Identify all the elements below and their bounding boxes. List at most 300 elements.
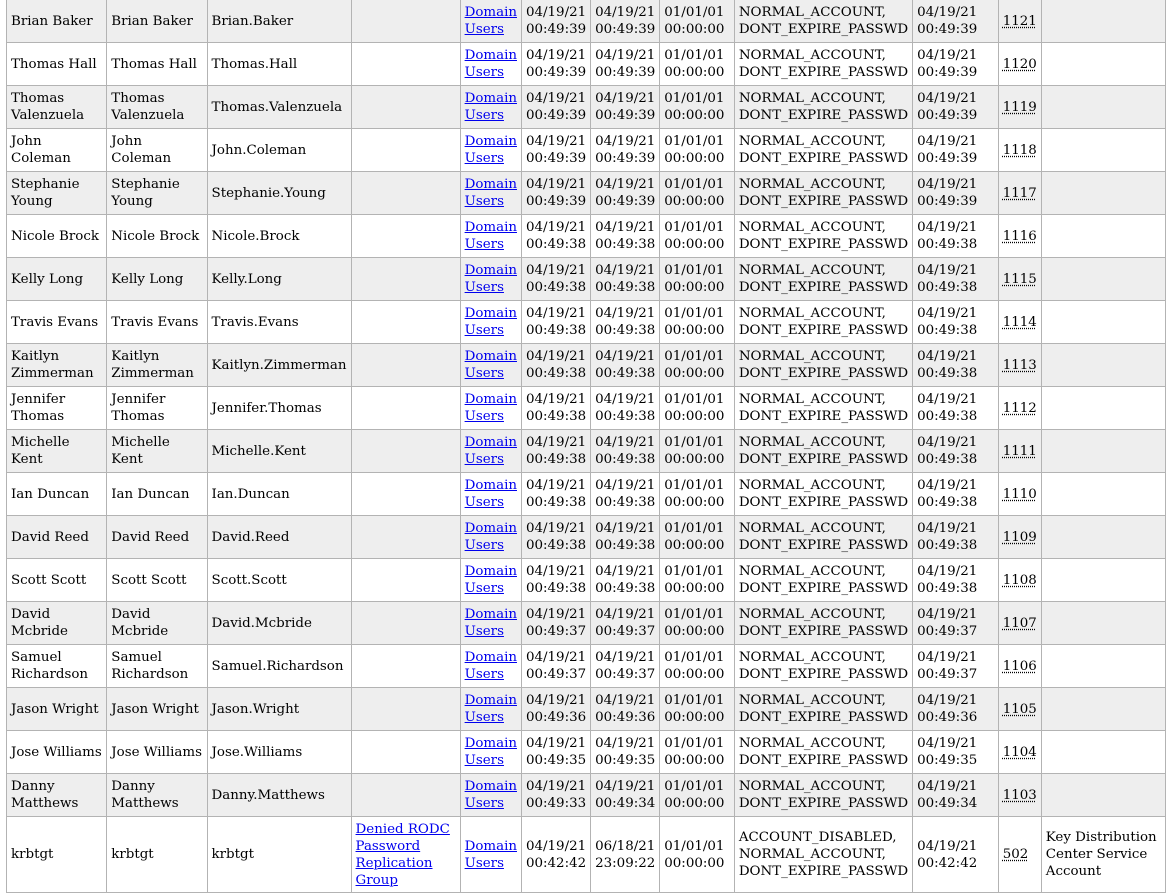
pwd-last-set-cell: 04/19/21 00:49:39: [913, 0, 999, 43]
rid-cell: [998, 645, 1041, 688]
table-row: [7, 387, 1166, 430]
sam-account-cell: Jason.Wright: [207, 688, 351, 731]
table-row: [7, 731, 1166, 774]
display-name-cell: Thomas Valenzuela: [7, 86, 107, 129]
pwd-last-set-cell: 04/19/21 00:49:38: [913, 258, 999, 301]
table-row: [7, 645, 1166, 688]
primary-group-cell: [460, 731, 521, 774]
primary-group-cell: [460, 645, 521, 688]
rid-value: 1104: [1002, 744, 1037, 760]
member-of-cell: [351, 258, 460, 301]
primary-group-cell: [460, 86, 521, 129]
rid-cell: [998, 430, 1041, 473]
rid-value: 502: [1002, 847, 1029, 862]
flags-cell: NORMAL_ACCOUNT, DONT_EXPIRE_PASSWD: [734, 559, 912, 602]
primary-group-link[interactable]: Domain Users: [464, 435, 517, 467]
description-cell: [1041, 688, 1165, 731]
name-cell: David Reed: [107, 516, 207, 559]
table-row: [7, 602, 1166, 645]
rid-cell: [998, 473, 1041, 516]
flags-cell: NORMAL_ACCOUNT, DONT_EXPIRE_PASSWD: [734, 258, 912, 301]
primary-group-link[interactable]: Domain Users: [464, 263, 517, 295]
table-row: [7, 473, 1166, 516]
changed-cell: 04/19/21 00:49:35: [591, 731, 660, 774]
name-cell: John Coleman: [107, 129, 207, 172]
description-cell: [1041, 731, 1165, 774]
name-cell: Kaitlyn Zimmerman: [107, 344, 207, 387]
member-of-cell: [351, 602, 460, 645]
created-cell: 04/19/21 00:49:39: [521, 172, 590, 215]
sam-account-cell: Ian.Duncan: [207, 473, 351, 516]
primary-group-link[interactable]: Domain Users: [464, 134, 517, 166]
primary-group-link[interactable]: Domain Users: [464, 91, 517, 123]
sam-account-cell: John.Coleman: [207, 129, 351, 172]
changed-cell: 04/19/21 00:49:39: [591, 86, 660, 129]
sam-account-cell: David.Reed: [207, 516, 351, 559]
description-cell: [1041, 301, 1165, 344]
created-cell: 04/19/21 00:49:38: [521, 516, 590, 559]
display-name-cell: Danny Matthews: [7, 774, 107, 817]
created-cell: 04/19/21 00:49:38: [521, 559, 590, 602]
last-logon-cell: 01/01/01 00:00:00: [660, 645, 735, 688]
pwd-last-set-cell: 04/19/21 00:49:36: [913, 688, 999, 731]
table-row: [7, 301, 1166, 344]
changed-cell: 04/19/21 00:49:38: [591, 344, 660, 387]
primary-group-cell: [460, 473, 521, 516]
sam-account-cell: krbtgt: [207, 817, 351, 893]
sam-account-cell: Kelly.Long: [207, 258, 351, 301]
users-table: [6, 0, 1166, 893]
created-cell: 04/19/21 00:49:37: [521, 645, 590, 688]
description-cell: [1041, 215, 1165, 258]
display-name-cell: David Mcbride: [7, 602, 107, 645]
description-cell: [1041, 129, 1165, 172]
rid-value: 1110: [1002, 486, 1037, 502]
rid-value: 1120: [1002, 56, 1037, 72]
rid-value: 1106: [1002, 658, 1037, 674]
flags-cell: NORMAL_ACCOUNT, DONT_EXPIRE_PASSWD: [734, 430, 912, 473]
table-row: [7, 0, 1166, 43]
created-cell: 04/19/21 00:49:33: [521, 774, 590, 817]
created-cell: 04/19/21 00:49:38: [521, 387, 590, 430]
pwd-last-set-cell: 04/19/21 00:42:42: [913, 817, 999, 893]
description-cell: [1041, 387, 1165, 430]
display-name-cell: John Coleman: [7, 129, 107, 172]
primary-group-link[interactable]: Domain Users: [464, 306, 517, 338]
flags-cell: NORMAL_ACCOUNT, DONT_EXPIRE_PASSWD: [734, 86, 912, 129]
table-row: [7, 817, 1166, 893]
pwd-last-set-cell: 04/19/21 00:49:35: [913, 731, 999, 774]
display-name-cell: Jason Wright: [7, 688, 107, 731]
last-logon-cell: 01/01/01 00:00:00: [660, 559, 735, 602]
primary-group-link[interactable]: Domain Users: [464, 838, 517, 871]
display-name-cell: Stephanie Young: [7, 172, 107, 215]
member-of-cell: [351, 645, 460, 688]
rid-cell: [998, 344, 1041, 387]
last-logon-cell: 01/01/01 00:00:00: [660, 602, 735, 645]
primary-group-link[interactable]: Domain Users: [464, 478, 517, 510]
description-cell: [1041, 774, 1165, 817]
sam-account-cell: Thomas.Hall: [207, 43, 351, 86]
primary-group-cell: [460, 129, 521, 172]
display-name-cell: Nicole Brock: [7, 215, 107, 258]
primary-group-cell: [460, 817, 521, 893]
changed-cell: 04/19/21 00:49:38: [591, 387, 660, 430]
pwd-last-set-cell: 04/19/21 00:49:38: [913, 387, 999, 430]
name-cell: Michelle Kent: [107, 430, 207, 473]
rid-cell: [998, 172, 1041, 215]
description-cell: [1041, 473, 1165, 516]
name-cell: krbtgt: [107, 817, 207, 893]
flags-cell: NORMAL_ACCOUNT, DONT_EXPIRE_PASSWD: [734, 688, 912, 731]
primary-group-link[interactable]: Domain Users: [464, 220, 517, 252]
display-name-cell: David Reed: [7, 516, 107, 559]
name-cell: Ian Duncan: [107, 473, 207, 516]
sam-account-cell: Danny.Matthews: [207, 774, 351, 817]
last-logon-cell: 01/01/01 00:00:00: [660, 473, 735, 516]
member-of-cell: [351, 731, 460, 774]
primary-group-link[interactable]: Domain Users: [464, 521, 517, 553]
description-cell: [1041, 559, 1165, 602]
description-cell: [1041, 516, 1165, 559]
member-of-cell: [351, 559, 460, 602]
pwd-last-set-cell: 04/19/21 00:49:38: [913, 215, 999, 258]
last-logon-cell: 01/01/01 00:00:00: [660, 86, 735, 129]
description-cell: [1041, 258, 1165, 301]
rid-cell: [998, 774, 1041, 817]
display-name-cell: Samuel Richardson: [7, 645, 107, 688]
name-cell: Thomas Hall: [107, 43, 207, 86]
table-row: [7, 774, 1166, 817]
changed-cell: 04/19/21 00:49:39: [591, 0, 660, 43]
created-cell: 04/19/21 00:49:39: [521, 43, 590, 86]
description-cell: [1041, 43, 1165, 86]
flags-cell: NORMAL_ACCOUNT, DONT_EXPIRE_PASSWD: [734, 774, 912, 817]
name-cell: Scott Scott: [107, 559, 207, 602]
last-logon-cell: 01/01/01 00:00:00: [660, 430, 735, 473]
member-of-cell: [351, 129, 460, 172]
description-cell: Key Distribution Center Service Account: [1041, 817, 1165, 893]
sam-account-cell: Jose.Williams: [207, 731, 351, 774]
last-logon-cell: 01/01/01 00:00:00: [660, 817, 735, 893]
last-logon-cell: 01/01/01 00:00:00: [660, 774, 735, 817]
rid-value: 1114: [1002, 314, 1037, 330]
pwd-last-set-cell: 04/19/21 00:49:37: [913, 602, 999, 645]
primary-group-cell: [460, 688, 521, 731]
rid-value: 1108: [1002, 572, 1037, 588]
member-of-cell: [351, 172, 460, 215]
last-logon-cell: 01/01/01 00:00:00: [660, 172, 735, 215]
changed-cell: 04/19/21 00:49:38: [591, 215, 660, 258]
display-name-cell: Kaitlyn Zimmerman: [7, 344, 107, 387]
table-row: [7, 516, 1166, 559]
table-row: [7, 172, 1166, 215]
display-name-cell: Travis Evans: [7, 301, 107, 344]
description-cell: [1041, 172, 1165, 215]
rid-value: 1111: [1002, 443, 1037, 459]
primary-group-link[interactable]: Domain Users: [464, 650, 517, 682]
primary-group-link[interactable]: Domain Users: [464, 392, 517, 424]
name-cell: Kelly Long: [107, 258, 207, 301]
member-of-cell: [351, 43, 460, 86]
created-cell: 04/19/21 00:49:39: [521, 0, 590, 43]
primary-group-link[interactable]: Domain Users: [464, 177, 517, 209]
changed-cell: 04/19/21 00:49:39: [591, 172, 660, 215]
primary-group-cell: [460, 516, 521, 559]
rid-cell: [998, 43, 1041, 86]
rid-value: 1118: [1002, 142, 1037, 158]
table-row: [7, 430, 1166, 473]
primary-group-cell: [460, 774, 521, 817]
pwd-last-set-cell: 04/19/21 00:49:39: [913, 172, 999, 215]
flags-cell: NORMAL_ACCOUNT, DONT_EXPIRE_PASSWD: [734, 645, 912, 688]
last-logon-cell: 01/01/01 00:00:00: [660, 215, 735, 258]
created-cell: 04/19/21 00:49:37: [521, 602, 590, 645]
rid-value: 1117: [1002, 185, 1037, 201]
users-table-body: [7, 0, 1166, 893]
primary-group-link[interactable]: Domain Users: [464, 607, 517, 639]
changed-cell: 04/19/21 00:49:37: [591, 602, 660, 645]
member-of-cell: [351, 817, 460, 893]
pwd-last-set-cell: 04/19/21 00:49:38: [913, 344, 999, 387]
member-of-cell: [351, 473, 460, 516]
rid-value: 1107: [1002, 615, 1037, 631]
primary-group-cell: [460, 215, 521, 258]
last-logon-cell: 01/01/01 00:00:00: [660, 387, 735, 430]
pwd-last-set-cell: 04/19/21 00:49:34: [913, 774, 999, 817]
created-cell: 04/19/21 00:49:38: [521, 258, 590, 301]
name-cell: Jose Williams: [107, 731, 207, 774]
last-logon-cell: 01/01/01 00:00:00: [660, 688, 735, 731]
pwd-last-set-cell: 04/19/21 00:49:38: [913, 516, 999, 559]
flags-cell: NORMAL_ACCOUNT, DONT_EXPIRE_PASSWD: [734, 473, 912, 516]
last-logon-cell: 01/01/01 00:00:00: [660, 301, 735, 344]
pwd-last-set-cell: 04/19/21 00:49:38: [913, 473, 999, 516]
display-name-cell: Jose Williams: [7, 731, 107, 774]
member-of-cell: [351, 774, 460, 817]
rid-value: 1121: [1002, 13, 1037, 29]
description-cell: [1041, 344, 1165, 387]
sam-account-cell: David.Mcbride: [207, 602, 351, 645]
primary-group-cell: [460, 43, 521, 86]
name-cell: Travis Evans: [107, 301, 207, 344]
pwd-last-set-cell: 04/19/21 00:49:39: [913, 43, 999, 86]
sam-account-cell: Michelle.Kent: [207, 430, 351, 473]
rid-cell: [998, 387, 1041, 430]
rid-cell: [998, 559, 1041, 602]
member-of-cell: [351, 516, 460, 559]
pwd-last-set-cell: 04/19/21 00:49:37: [913, 645, 999, 688]
flags-cell: NORMAL_ACCOUNT, DONT_EXPIRE_PASSWD: [734, 172, 912, 215]
rid-cell: [998, 688, 1041, 731]
pwd-last-set-cell: 04/19/21 00:49:38: [913, 430, 999, 473]
flags-cell: NORMAL_ACCOUNT, DONT_EXPIRE_PASSWD: [734, 387, 912, 430]
primary-group-cell: [460, 602, 521, 645]
name-cell: Nicole Brock: [107, 215, 207, 258]
rid-cell: [998, 129, 1041, 172]
member-of-cell: [351, 688, 460, 731]
primary-group-link[interactable]: Domain Users: [464, 779, 517, 811]
rid-value: 1115: [1002, 271, 1037, 287]
changed-cell: 04/19/21 00:49:38: [591, 473, 660, 516]
rid-cell: [998, 301, 1041, 344]
sam-account-cell: Samuel.Richardson: [207, 645, 351, 688]
changed-cell: 04/19/21 00:49:38: [591, 559, 660, 602]
primary-group-cell: [460, 0, 521, 43]
member-of-link[interactable]: Denied RODC Password Replication Group: [355, 821, 450, 888]
created-cell: 04/19/21 00:49:36: [521, 688, 590, 731]
rid-value: 1113: [1002, 357, 1037, 373]
changed-cell: 04/19/21 00:49:38: [591, 430, 660, 473]
display-name-cell: krbtgt: [7, 817, 107, 893]
flags-cell: NORMAL_ACCOUNT, DONT_EXPIRE_PASSWD: [734, 215, 912, 258]
rid-cell: [998, 516, 1041, 559]
primary-group-cell: [460, 301, 521, 344]
last-logon-cell: 01/01/01 00:00:00: [660, 129, 735, 172]
member-of-cell: [351, 215, 460, 258]
name-cell: Samuel Richardson: [107, 645, 207, 688]
primary-group-link[interactable]: Domain Users: [464, 349, 517, 381]
pwd-last-set-cell: 04/19/21 00:49:39: [913, 129, 999, 172]
changed-cell: 04/19/21 00:49:38: [591, 301, 660, 344]
member-of-cell: [351, 301, 460, 344]
rid-cell: [998, 0, 1041, 43]
last-logon-cell: 01/01/01 00:00:00: [660, 731, 735, 774]
member-of-cell: [351, 0, 460, 43]
last-logon-cell: 01/01/01 00:00:00: [660, 258, 735, 301]
primary-group-link[interactable]: Domain Users: [464, 48, 517, 80]
name-cell: Stephanie Young: [107, 172, 207, 215]
display-name-cell: Ian Duncan: [7, 473, 107, 516]
sam-account-cell: Stephanie.Young: [207, 172, 351, 215]
rid-cell: [998, 602, 1041, 645]
member-of-cell: [351, 387, 460, 430]
pwd-last-set-cell: 04/19/21 00:49:39: [913, 86, 999, 129]
primary-group-cell: [460, 387, 521, 430]
description-cell: [1041, 86, 1165, 129]
name-cell: Jason Wright: [107, 688, 207, 731]
table-row: [7, 688, 1166, 731]
flags-cell: NORMAL_ACCOUNT, DONT_EXPIRE_PASSWD: [734, 301, 912, 344]
flags-cell: NORMAL_ACCOUNT, DONT_EXPIRE_PASSWD: [734, 43, 912, 86]
rid-value: 1103: [1002, 787, 1037, 803]
changed-cell: 04/19/21 00:49:38: [591, 516, 660, 559]
description-cell: [1041, 0, 1165, 43]
rid-value: 1109: [1002, 529, 1037, 545]
description-cell: [1041, 602, 1165, 645]
rid-value: 1116: [1002, 228, 1037, 244]
table-row: [7, 43, 1166, 86]
sam-account-cell: Kaitlyn.Zimmerman: [207, 344, 351, 387]
display-name-cell: Thomas Hall: [7, 43, 107, 86]
description-cell: [1041, 430, 1165, 473]
table-row: [7, 215, 1166, 258]
display-name-cell: Jennifer Thomas: [7, 387, 107, 430]
primary-group-link[interactable]: Domain Users: [464, 693, 517, 725]
rid-value: 1105: [1002, 701, 1037, 717]
flags-cell: ACCOUNT_DISABLED, NORMAL_ACCOUNT, DONT_EXPIRE_PASSWD: [734, 817, 912, 893]
sam-account-cell: Brian.Baker: [207, 0, 351, 43]
table-row: [7, 559, 1166, 602]
primary-group-cell: [460, 172, 521, 215]
name-cell: Jennifer Thomas: [107, 387, 207, 430]
rid-cell: [998, 215, 1041, 258]
sam-account-cell: Jennifer.Thomas: [207, 387, 351, 430]
rid-cell: [998, 258, 1041, 301]
name-cell: Brian Baker: [107, 0, 207, 43]
display-name-cell: Michelle Kent: [7, 430, 107, 473]
primary-group-cell: [460, 258, 521, 301]
changed-cell: 04/19/21 00:49:37: [591, 645, 660, 688]
rid-cell: [998, 731, 1041, 774]
created-cell: 04/19/21 00:49:38: [521, 430, 590, 473]
changed-cell: 04/19/21 00:49:38: [591, 258, 660, 301]
pwd-last-set-cell: 04/19/21 00:49:38: [913, 559, 999, 602]
created-cell: 04/19/21 00:49:38: [521, 215, 590, 258]
sam-account-cell: Scott.Scott: [207, 559, 351, 602]
created-cell: 04/19/21 00:49:39: [521, 86, 590, 129]
display-name-cell: Brian Baker: [7, 0, 107, 43]
display-name-cell: Kelly Long: [7, 258, 107, 301]
display-name-cell: Scott Scott: [7, 559, 107, 602]
table-row: [7, 258, 1166, 301]
created-cell: 04/19/21 00:42:42: [521, 817, 590, 893]
created-cell: 04/19/21 00:49:38: [521, 344, 590, 387]
member-of-cell: [351, 430, 460, 473]
primary-group-link[interactable]: Domain Users: [464, 736, 517, 768]
last-logon-cell: 01/01/01 00:00:00: [660, 43, 735, 86]
changed-cell: 04/19/21 00:49:34: [591, 774, 660, 817]
flags-cell: NORMAL_ACCOUNT, DONT_EXPIRE_PASSWD: [734, 0, 912, 43]
member-of-cell: [351, 86, 460, 129]
table-row: [7, 86, 1166, 129]
flags-cell: NORMAL_ACCOUNT, DONT_EXPIRE_PASSWD: [734, 602, 912, 645]
changed-cell: 04/19/21 00:49:39: [591, 43, 660, 86]
member-of-cell: [351, 344, 460, 387]
created-cell: 04/19/21 00:49:39: [521, 129, 590, 172]
primary-group-cell: [460, 559, 521, 602]
rid-cell: [998, 817, 1041, 893]
name-cell: David Mcbride: [107, 602, 207, 645]
primary-group-cell: [460, 430, 521, 473]
sam-account-cell: Thomas.Valenzuela: [207, 86, 351, 129]
rid-cell: [998, 86, 1041, 129]
last-logon-cell: 01/01/01 00:00:00: [660, 344, 735, 387]
created-cell: 04/19/21 00:49:35: [521, 731, 590, 774]
sam-account-cell: Travis.Evans: [207, 301, 351, 344]
table-row: [7, 344, 1166, 387]
description-cell: [1041, 645, 1165, 688]
flags-cell: NORMAL_ACCOUNT, DONT_EXPIRE_PASSWD: [734, 129, 912, 172]
sam-account-cell: Nicole.Brock: [207, 215, 351, 258]
name-cell: Thomas Valenzuela: [107, 86, 207, 129]
name-cell: Danny Matthews: [107, 774, 207, 817]
primary-group-link[interactable]: Domain Users: [464, 564, 517, 596]
primary-group-link[interactable]: Domain Users: [464, 5, 517, 37]
last-logon-cell: 01/01/01 00:00:00: [660, 516, 735, 559]
created-cell: 04/19/21 00:49:38: [521, 473, 590, 516]
flags-cell: NORMAL_ACCOUNT, DONT_EXPIRE_PASSWD: [734, 344, 912, 387]
flags-cell: NORMAL_ACCOUNT, DONT_EXPIRE_PASSWD: [734, 516, 912, 559]
pwd-last-set-cell: 04/19/21 00:49:38: [913, 301, 999, 344]
last-logon-cell: 01/01/01 00:00:00: [660, 0, 735, 43]
changed-cell: 04/19/21 00:49:39: [591, 129, 660, 172]
changed-cell: 06/18/21 23:09:22: [591, 817, 660, 893]
primary-group-cell: [460, 344, 521, 387]
changed-cell: 04/19/21 00:49:36: [591, 688, 660, 731]
rid-value: 1112: [1002, 400, 1037, 416]
rid-value: 1119: [1002, 99, 1037, 115]
